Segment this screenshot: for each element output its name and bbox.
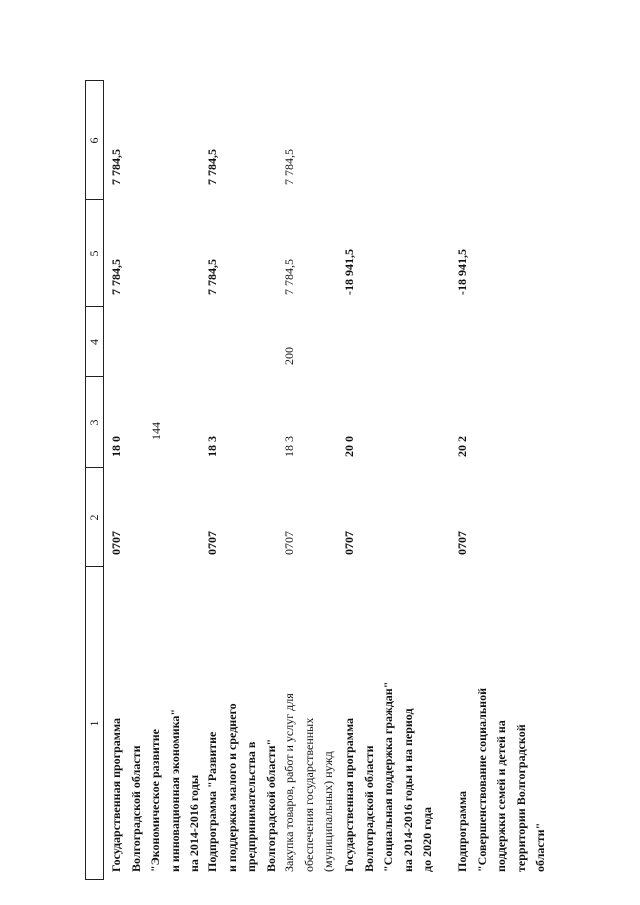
row-code: 0707 [282,531,296,555]
row-name-line: обеспечения государственных [301,717,316,872]
table-top-border [85,80,86,880]
row-target: 18 3 [282,436,296,457]
column-header-3: 3 [87,419,101,426]
row-amount-5: 7 784,5 [205,259,219,295]
row-target: 18 3 [205,436,219,457]
row-name [107,709,205,872]
row-type: 200 [282,347,296,365]
row-code: 0707 [342,531,356,555]
row-amount-6: 7 784,5 [109,149,123,185]
row-name-line: (муниципальных) нужд [321,751,335,872]
column-header-1: 1 [87,720,101,727]
row-name-line: Государственная программа [342,717,356,872]
row-name-line: Волгоградской области [128,745,143,872]
column-header-5: 5 [87,250,101,257]
row-amount-5: -18 941,5 [455,249,469,295]
column-header-6: 6 [87,137,101,144]
row-name [453,688,551,872]
column-header-4: 4 [87,339,101,345]
row-code: 0707 [205,531,219,555]
column-header-2: 2 [87,514,101,521]
row-name-line: территории Волгоградской [513,724,528,872]
row-name-line: Волгоградской области" [263,738,278,872]
row-name-line: "Социальная поддержка граждан" [381,681,395,872]
header-bottom-border [103,80,104,880]
row-name-line: "Экономическое развитие [148,728,162,872]
row-amount-5: 7 784,5 [282,259,296,295]
row-amount-5: 7 784,5 [109,259,123,295]
row-name-line: поддержки семей и детей на [494,720,508,872]
row-target: 20 0 [342,436,356,457]
row-name [340,682,438,872]
row-name-line: области" [533,822,547,872]
row-target: 20 2 [455,436,469,457]
row-name-line: "Совершенствование социальной [474,687,489,872]
row-name-line: Волгоградской области [361,745,376,872]
row-name-line: до 2020 года [420,807,434,872]
row-amount-5: -18 941,5 [342,249,356,295]
row-name-line: и инновационная экономика" [167,708,182,872]
page-number: 144 [149,422,163,440]
row-target: 18 0 [109,436,123,457]
row-name-line: предпринимательства в [244,741,258,872]
row-amount-6: 7 784,5 [282,149,296,185]
row-name-line: и поддержка малого и среднего [224,703,239,872]
row-name [203,703,281,872]
budget-table [85,80,605,880]
row-name-line: на 2014-2016 годы [187,774,201,872]
row-name [280,693,339,872]
row-name-line: Подпрограмма [455,790,469,872]
row-name-line: Государственная программа [109,717,123,872]
row-code: 0707 [455,531,469,555]
row-amount-6: 7 784,5 [205,149,219,185]
row-name-line: Закупка товаров, работ и услуг для [282,693,296,872]
row-name-line: Подпрограмма "Развитие [205,731,219,872]
row-code: 0707 [109,531,123,555]
row-name-line: на 2014-2016 годы и на период [400,708,415,872]
